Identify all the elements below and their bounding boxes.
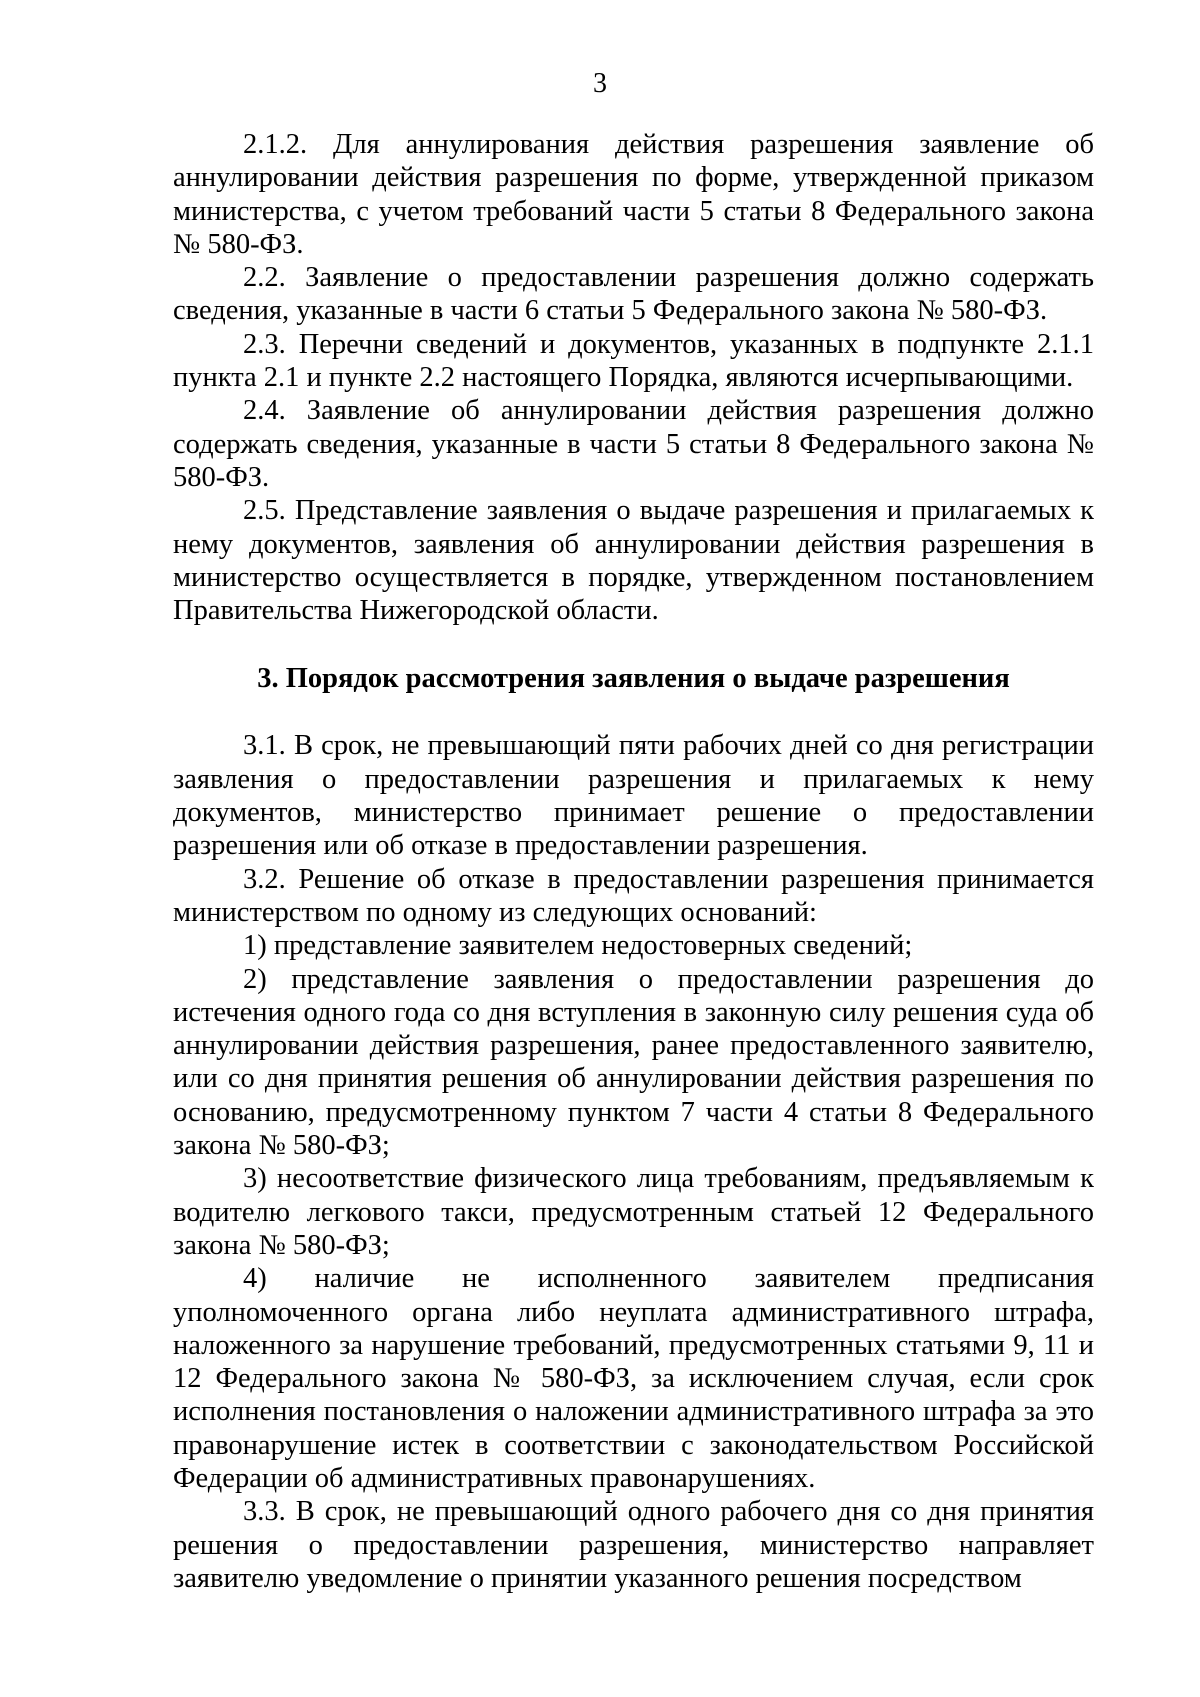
paragraph-2-3: 2.3. Перечни сведений и документов, указанных в подпункте 2.1.1 пункта 2.1 и пункте 2.2 настоящего Порядка, являются исчерпывающими. [173, 328, 1094, 394]
document-body [173, 128, 1094, 1595]
paragraph-2-4: 2.4. Заявление об аннулировании действия разрешения должно содержать сведения, указанные в части 5 статьи 8 Федерального закона № 580-ФЗ. [173, 395, 1094, 493]
paragraph-2-5: 2.5. Представление заявления о выдаче разрешения и прилагаемых к нему документов, заявления об аннулировании действия разрешения в министерство осуществляется в порядке, утвержденном постановлением Правительства Нижегородской области. [173, 495, 1094, 627]
list-item-3: 3) несоответствие физического лица требованиям, предъявляемым к водителю легкового такси, предусмотренным статьей 12 Федерального закона № 580-ФЗ; [173, 1163, 1094, 1261]
paragraph-3-3: 3.3. В срок, не превышающий одного рабочего дня со дня принятия решения о предоставлении разрешения, министерство направляет заявителю уведомление о принятии указанного решения посредством [173, 1496, 1094, 1594]
list-item-2: 2) представление заявления о предоставлении разрешения до истечения одного года со дня вступления в законную силу решения суда об аннулировании действия разрешения, ранее предоставленного заявителю, или со дня принятия решения об аннулировании действия разрешения по основанию, предусмотренному пунктом 7 части 4 статьи 8 Федерального закона № 580-ФЗ; [173, 963, 1094, 1162]
page-number: 3 [593, 68, 607, 99]
list-item-4: 4) наличие не исполненного заявителем предписания уполномоченного органа либо неуплата административного штрафа, наложенного за нарушение требований, предусмотренных статьями 9, 11 и 12 Федерального закона № 580-ФЗ, за исключением случая, если срок исполнения постановления о наложении административного штрафа за это правонарушение истек в соответствии с законодательством Российской Федерации об административных правонарушениях. [173, 1263, 1094, 1494]
list-item-1: 1) представление заявителем недостоверных сведений; [243, 930, 913, 962]
paragraph-3-1: 3.1. В срок, не превышающий пяти рабочих дней со дня регистрации заявления о предоставлении разрешения и прилагаемых к нему документов, министерство принимает решение о предоставлении разрешения или об отказе в предоставлении разрешения. [173, 730, 1094, 862]
section-3-heading: 3. Порядок рассмотрения заявления о выдаче разрешения [257, 663, 1010, 695]
paragraph-2-1-2: 2.1.2. Для аннулирования действия разрешения заявление об аннулировании действия разрешения по форме, утвержденной приказом министерства, с учетом требований части 5 статьи 8 Федерального закона № 580-ФЗ. [173, 129, 1094, 260]
paragraph-3-2: 3.2. Решение об отказе в предоставлении разрешения принимается министерством по одному из следующих оснований: [173, 863, 1094, 928]
paragraph-2-2: 2.2. Заявление о предоставлении разрешения должно содержать сведения, указанные в части 6 статьи 5 Федерального закона № 580-ФЗ. [173, 262, 1094, 327]
